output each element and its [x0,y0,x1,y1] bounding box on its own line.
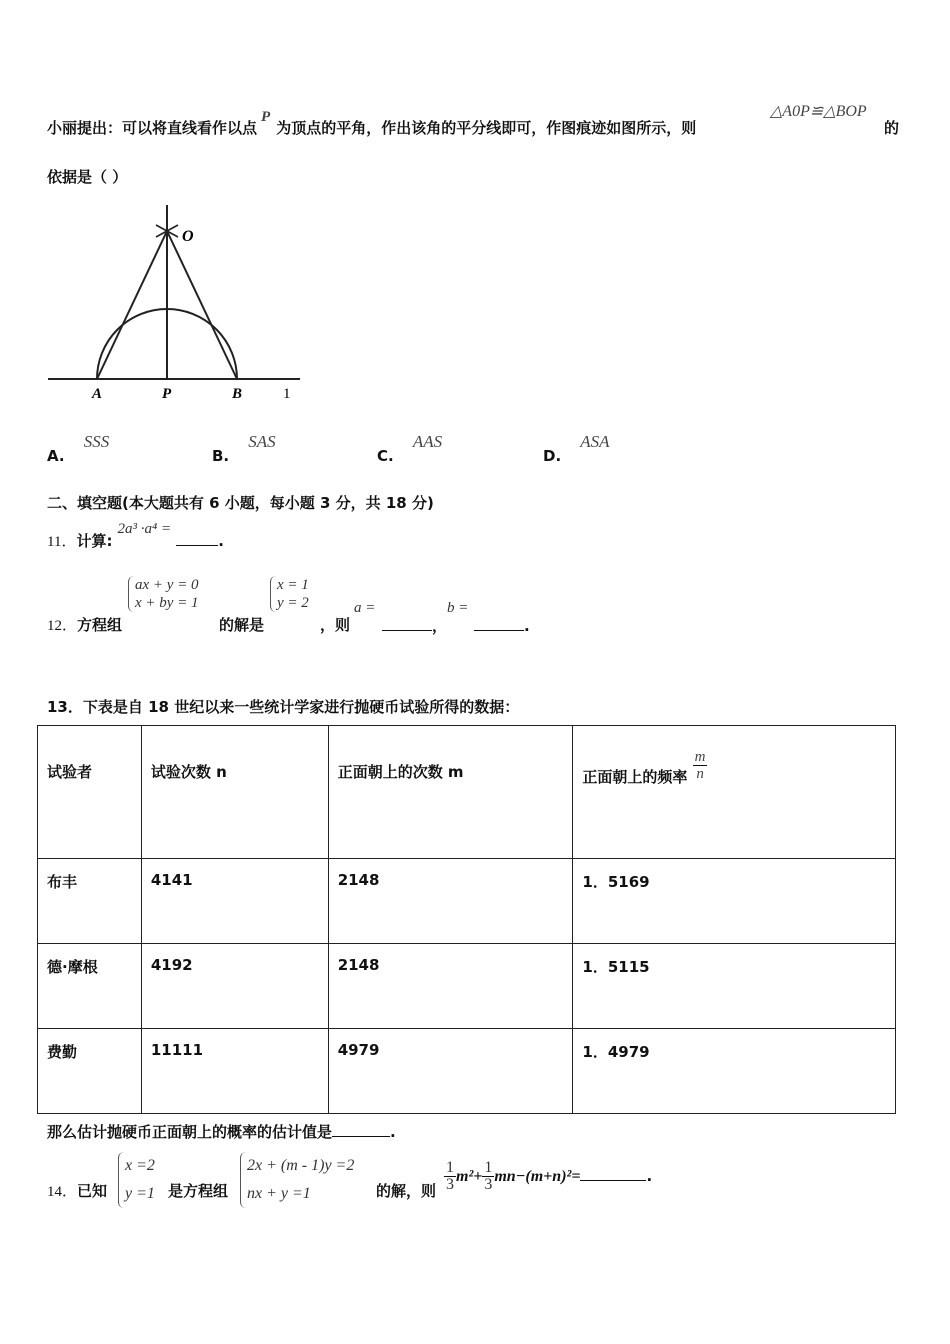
q12-then: ，则 [320,616,351,634]
segment-bo [167,231,237,379]
q14-sol-y: y =1 [125,1185,155,1202]
q14-prefix [47,1180,107,1201]
q12-end: . [524,617,530,635]
q10-text-a: 小丽提出：可以将直线看作以点 [47,119,258,137]
header-heads: 正面朝上的次数 m [328,726,573,859]
frac-a-num: 1 [446,1159,454,1176]
label-p: P [162,386,172,402]
table-row [38,1029,896,1114]
q11-end: . [218,532,224,550]
q12-b-row [474,614,530,635]
q14-number: 14． [47,1184,78,1200]
frac-b-num: 1 [484,1159,493,1176]
table-header-row [38,726,896,859]
q10-text-b: 为顶点的平角，作出该角的平分线即可，作图痕迹如图所示，则 [276,119,697,137]
cell-heads: 4979 [328,1029,573,1114]
ratio-fraction [693,749,708,782]
header-trials: 试验次数 n [141,726,328,859]
option-a-letter: A. [47,447,65,465]
ratio-numerator: m [694,749,706,765]
q14-term1: m²+ [456,1168,483,1185]
q12-a-label: a = [354,600,376,616]
cell-trials: 4192 [141,944,328,1029]
q14-equation-system [240,1152,354,1208]
q14-mid: 是方程组 [168,1182,229,1200]
q12-label: 方程组 [77,616,123,634]
q12-a-blank[interactable] [382,614,432,631]
section-title: 二、填空题(本大题共有 6 小题，每小题 3 分，共 18 分) [47,494,434,512]
option-c-value: AAS [412,432,443,451]
header-frequency [573,726,896,859]
option-b-letter: B. [212,447,230,465]
q14-expression [444,1160,652,1193]
q10-line1 [47,109,697,138]
q12-prefix [47,614,122,635]
q12-b-blank[interactable] [474,614,524,631]
label-a: A [92,386,103,402]
cell-heads: 2148 [328,859,573,944]
option-d-letter: D. [543,447,562,465]
option-b[interactable] [212,432,276,465]
q10-text-c: 的 [884,119,900,137]
cell-frequency: 1．4979 [573,1029,896,1114]
q13-answer-blank[interactable] [332,1120,390,1137]
ratio-denominator: n [696,766,704,782]
geometry-figure [40,195,310,405]
option-b-value: SAS [248,432,276,451]
q11-label: 计算: [76,532,113,550]
q14-sol-x: x =2 [125,1157,155,1174]
q12-system [128,576,199,612]
coin-toss-table [37,725,896,1114]
q14-solution-system [118,1152,155,1208]
q14-term2: mn−(m+n)²= [494,1168,581,1185]
q13-end: . [390,1123,396,1141]
fraction-one-third-b [482,1160,494,1193]
option-a-value: SSS [83,432,110,451]
q11-number: 11． [47,534,77,550]
table-row [38,944,896,1029]
q14-eq2: nx + y =1 [247,1185,311,1202]
question-11 [47,517,224,550]
cell-heads: 2148 [328,944,573,1029]
q12-comma: ， [432,617,448,635]
header-experimenter: 试验者 [38,726,142,859]
q14-answer-blank[interactable] [580,1164,646,1181]
option-c[interactable] [377,432,443,465]
q12-sol-x: x = 1 [277,577,309,593]
q14-eq1: 2x + (m - 1)y =2 [247,1157,355,1174]
q12-a-row [382,614,447,636]
label-b: B [232,386,243,402]
frac-b-den: 3 [484,1176,493,1193]
header-frequency-label: 正面朝上的频率 [582,768,688,786]
point-p: P [261,109,271,125]
cell-frequency: 1．5169 [573,859,896,944]
q12-solution [270,576,309,612]
q14-known: 已知 [77,1182,108,1200]
q14-end: . [646,1167,653,1185]
q13-after-text: 那么估计抛硬币正面朝上的概率的估计值是 [47,1123,333,1141]
option-d[interactable] [543,432,610,465]
cell-frequency: 1．5115 [573,944,896,1029]
cell-experimenter: 德·摩根 [38,944,142,1029]
q13-intro: 13．下表是自 18 世纪以来一些统计学家进行抛硬币试验所得的数据： [47,698,520,716]
fraction-one-third-a [444,1160,456,1193]
cell-experimenter: 费勤 [38,1029,142,1114]
q12-eq2: x + by = 1 [135,595,199,611]
option-d-value: ASA [580,432,610,451]
option-c-letter: C. [377,447,394,465]
segment-ao [97,231,167,379]
cell-experimenter: 布丰 [38,859,142,944]
congruence-expr: △A0P≌△BOP [770,103,867,120]
option-a[interactable] [47,432,110,465]
q13-after [47,1120,396,1142]
q14-tail: 的解，则 [376,1182,437,1200]
q12-eq1: ax + y = 0 [135,577,199,593]
q12-number: 12． [47,618,78,634]
table-row [38,859,896,944]
label-o: O [182,228,194,245]
q12-b-label: b = [447,600,469,616]
cell-trials: 4141 [141,859,328,944]
q10-line2: 依据是（ ） [47,168,128,186]
q11-expression: 2a³ ·a⁴ = [117,521,172,537]
q12-sol-y: y = 2 [277,595,309,611]
frac-a-den: 3 [446,1176,454,1193]
q11-answer-blank[interactable] [176,545,218,546]
q12-mid: 的解是 [219,616,265,634]
cell-trials: 11111 [141,1029,328,1114]
label-1: 1 [283,386,291,402]
